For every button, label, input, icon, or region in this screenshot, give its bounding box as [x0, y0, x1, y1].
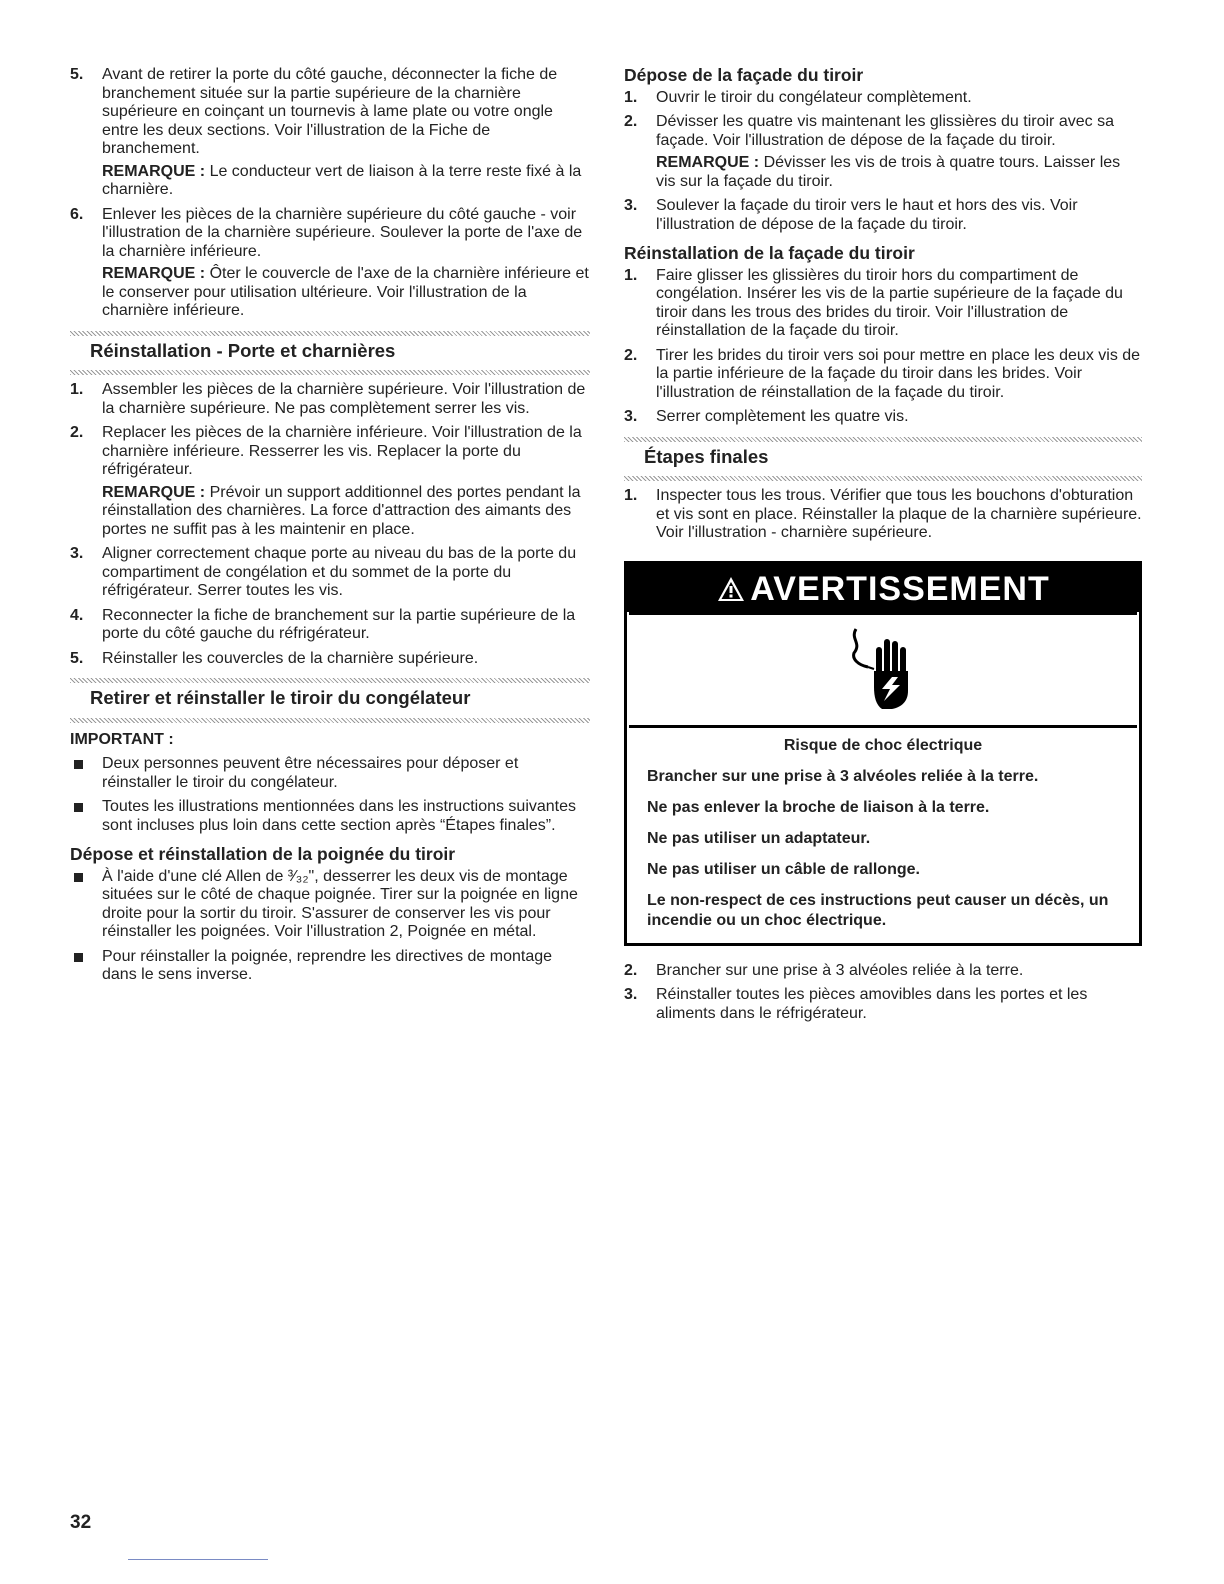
note-text: Le conducteur vert de liaison à la terre reste fixé à la charnière.: [102, 162, 582, 198]
subheading-depose: Dépose de la façade du tiroir: [624, 65, 864, 85]
note-label: REMARQUE :: [102, 265, 206, 282]
item-text: Reconnecter la fiche de branchement sur la partie supérieure de la porte du côté gauche du réfrigérateur.: [102, 606, 576, 642]
bullet-item: [70, 868, 590, 942]
section-divider: [70, 678, 590, 683]
item-text: Inspecter tous les trous. Vérifier que tous les bouchons d'obturation et vis sont en place. Réinstaller la plaque de la charnière supérieure. Voir l'illustration - charnière supérieure.: [656, 487, 1142, 541]
item-number: 2.: [624, 113, 638, 130]
item-number: 1.: [624, 88, 638, 106]
note-label: REMARQUE :: [656, 154, 760, 171]
list-item: [624, 347, 1142, 403]
list-item: [624, 986, 1142, 1023]
warning-line: Ne pas enlever la broche de liaison à la terre.: [647, 798, 990, 816]
section-divider: [624, 476, 1142, 481]
note: [656, 154, 1142, 191]
item-text: Assembler les pièces de la charnière supérieure. Voir l'illustration de la charnière supérieure. Ne pas complètement serrer les vis.: [102, 381, 586, 417]
warning-heading: AVERTISSEMENT: [750, 569, 1050, 608]
note: [102, 265, 590, 321]
item-text: Ouvrir le tiroir du congélateur complètement.: [656, 88, 972, 106]
warning-box: [624, 561, 1142, 946]
item-number: 3.: [624, 197, 638, 214]
item-number: 5.: [70, 649, 84, 667]
footer-rule: [128, 1559, 268, 1560]
electric-shock-hand-icon: [848, 625, 918, 715]
list-item: [70, 424, 590, 539]
list-item: [624, 113, 1142, 191]
subheading-handle: Dépose et réinstallation de la poignée du tiroir: [70, 844, 456, 864]
list-item: [70, 545, 590, 601]
list-item: [70, 206, 590, 321]
item-number: 1.: [70, 381, 84, 398]
list-item: [70, 650, 590, 669]
warning-line: Le non-respect de ces instructions peut causer un décès, un incendie ou un choc électrique.: [647, 891, 1109, 929]
subheading-reinstall: Réinstallation de la façade du tiroir: [624, 243, 915, 263]
item-number: 3.: [624, 986, 638, 1003]
bullet-text: Deux personnes peuvent être nécessaires pour déposer et réinstaller le tiroir du congélateur.: [102, 755, 519, 791]
item-text: Brancher sur une prise à 3 alvéoles reliée à la terre.: [656, 961, 1024, 979]
item-text: Tirer les brides du tiroir vers soi pour mettre en place les deux vis de la partie inférieure de la façade du tiroir dans les brides. Voir l'illustration de réinstallation de la façade du tiroir.: [656, 346, 1141, 401]
item-text: Aligner correctement chaque porte au niveau du bas de la porte du compartiment de congélation et du sommet de la porte du réfrigérateur. Serrer toutes les vis.: [102, 545, 577, 599]
bullet-item: [70, 755, 590, 792]
list-item: [624, 962, 1142, 981]
warning-header: [627, 564, 1139, 612]
item-text: Enlever les pièces de la charnière supérieure du côté gauche - voir l'illustration de la charnière supérieure. Soulever la porte de l'axe de la charnière inférieure.: [102, 205, 583, 260]
section-title-final: Étapes finales: [644, 445, 769, 467]
square-bullet-icon: [74, 803, 83, 812]
item-number: 6.: [70, 205, 84, 223]
item-number: 2.: [70, 424, 84, 441]
warning-triangle-icon: [716, 575, 746, 603]
section-divider: [70, 718, 590, 723]
list-item: [70, 607, 590, 644]
item-text: Soulever la façade du tiroir vers le haut et hors des vis. Voir l'illustration de dépose de la façade du tiroir.: [656, 197, 1078, 233]
item-text: Avant de retirer la porte du côté gauche, déconnecter la fiche de branchement située sur la partie supérieure de la charnière supérieure en coinçant un tournevis à lame plate ou votre ongle entre les deux sections. Voir l'illustration de la Fiche de branchement.: [102, 66, 558, 157]
item-number: 3.: [70, 545, 84, 562]
square-bullet-icon: [74, 953, 83, 962]
item-text: Réinstaller les couvercles de la charnière supérieure.: [102, 649, 479, 667]
item-number: 2.: [624, 961, 638, 979]
item-number: 3.: [624, 408, 638, 425]
note-label: REMARQUE :: [102, 162, 206, 180]
list-item: [70, 66, 590, 200]
square-bullet-icon: [74, 760, 83, 769]
warning-line: Brancher sur une prise à 3 alvéoles reliée à la terre.: [647, 767, 1039, 785]
bullet-text: À l'aide d'une clé Allen de ³⁄₃₂", desserrer les deux vis de montage situées sur le côté de chaque poignée. Tirer sur la poignée en ligne droite pour la sortir du tiroir. S'assurer de conserver les vis pour réinstaller les poignées. Voir l'illustration 2, Poignée en métal.: [102, 867, 578, 940]
note: [102, 163, 590, 200]
important-label: IMPORTANT :: [70, 730, 174, 748]
section-divider: [70, 331, 590, 336]
item-number: 5.: [70, 66, 84, 83]
list-item: [624, 197, 1142, 234]
item-text: Faire glisser les glissières du tiroir hors du compartiment de congélation. Insérer les vis de la partie supérieure de la façade du tiroir dans les trous des brides du tiroir. Voir l'illustration de réinstallation de la façade du tiroir.: [656, 266, 1123, 339]
note-label: REMARQUE :: [102, 483, 206, 501]
item-text: Replacer les pièces de la charnière inférieure. Voir l'illustration de la charnière inférieure. Resserrer les vis. Replacer la porte du réfrigérateur.: [102, 424, 582, 478]
section-divider: [70, 370, 590, 375]
right-column: [624, 66, 1142, 1029]
warning-risk: Risque de choc électrique: [783, 736, 983, 754]
list-item: [624, 487, 1142, 543]
section-divider: [624, 437, 1142, 442]
note-text: Ôter le couvercle de l'axe de la charnière inférieure et le conserver pour utilisation ultérieure. Voir l'illustration de la charnière inférieure.: [102, 265, 589, 319]
item-text: Réinstaller toutes les pièces amovibles dans les portes et les aliments dans le réfrigérateur.: [656, 986, 1088, 1022]
bullet-text: Toutes les illustrations mentionnées dans les instructions suivantes sont incluses plus loin dans cette section après “Étapes finales”.: [102, 798, 577, 834]
bullet-item: [70, 948, 590, 985]
warning-line: Ne pas utiliser un adaptateur.: [647, 829, 871, 847]
warning-icon-area: [629, 612, 1137, 728]
left-column: [70, 66, 590, 991]
item-number: 1.: [624, 487, 638, 504]
list-item: [624, 89, 1142, 108]
section-title-reinstallation: Réinstallation - Porte et charnières: [90, 339, 396, 361]
item-text: Serrer complètement les quatre vis.: [656, 408, 909, 425]
square-bullet-icon: [74, 873, 83, 882]
bullet-text: Pour réinstaller la poignée, reprendre les directives de montage dans le sens inverse.: [102, 947, 553, 983]
note-text: Dévisser les vis de trois à quatre tours. Laisser les vis sur la façade du tiroir.: [656, 154, 1121, 190]
note-text: Prévoir un support additionnel des portes pendant la réinstallation des charnières. La force d'attraction des aimants des portes ne suffit pas à les maintenir en place.: [102, 483, 581, 538]
item-number: 4.: [70, 606, 84, 624]
bullet-item: [70, 798, 590, 835]
warning-body: [627, 728, 1139, 943]
note: [102, 484, 590, 540]
item-number: 1.: [624, 266, 638, 284]
list-item: [624, 267, 1142, 341]
section-title-drawer: Retirer et réinstaller le tiroir du congélateur: [90, 687, 471, 708]
list-item: [624, 408, 1142, 427]
item-text: Dévisser les quatre vis maintenant les glissières du tiroir avec sa façade. Voir l'illustration de dépose de la façade du tiroir.: [656, 113, 1114, 149]
item-number: 2.: [624, 346, 638, 364]
warning-line: Ne pas utiliser un câble de rallonge.: [647, 860, 920, 878]
page-number: 32: [70, 1512, 92, 1533]
list-item: [70, 381, 590, 418]
